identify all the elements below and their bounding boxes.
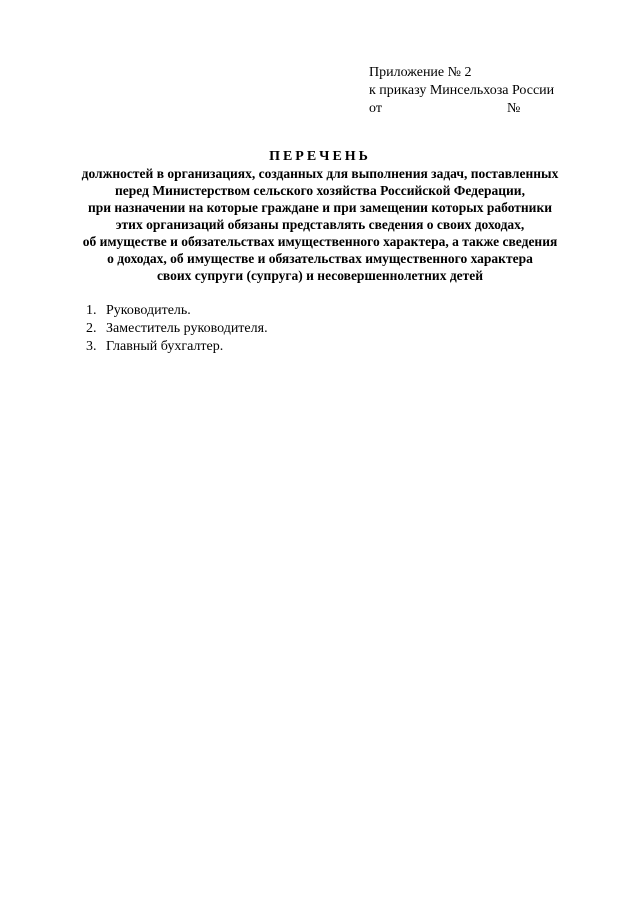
list-item-number: 3.	[86, 339, 97, 354]
document-subtitle	[40, 165, 600, 284]
subtitle-line: своих супруги (супруга) и несовершеннолетних детей	[156, 268, 484, 283]
list-item-number: 1.	[86, 303, 97, 318]
list-item	[86, 320, 268, 338]
list-item-number: 2.	[86, 321, 97, 336]
list-item-text: Руководитель.	[106, 303, 191, 318]
appendix-order-reference: к приказу Минсельхоза России	[369, 83, 555, 98]
order-number-label: №	[507, 101, 521, 116]
subtitle-line: должностей в организациях, созданных для выполнения задач, поставленных	[81, 166, 559, 181]
order-from-label: от	[369, 101, 382, 116]
appendix-number: Приложение № 2	[369, 65, 472, 80]
list-item	[86, 302, 268, 320]
subtitle-line: при назначении на которые граждане и при замещении которых работники	[87, 200, 553, 215]
subtitle-line: о доходах, об имуществе и обязательствах имущественного характера	[107, 251, 533, 266]
list-item-text: Главный бухгалтер.	[106, 339, 224, 354]
list-item	[86, 338, 268, 356]
appendix-header	[369, 64, 609, 118]
appendix-order-date-number	[369, 100, 609, 118]
document-title: ПЕРЕЧЕНЬ	[269, 149, 371, 164]
list-item-text: Заместитель руководителя.	[106, 321, 268, 336]
subtitle-line: перед Министерством сельского хозяйства Российской Федерации,	[115, 183, 525, 198]
positions-list	[86, 302, 268, 356]
subtitle-line: этих организаций обязаны представлять сведения о своих доходах,	[115, 217, 525, 232]
subtitle-line: об имуществе и обязательствах имущественного характера, а также сведения	[82, 234, 558, 249]
